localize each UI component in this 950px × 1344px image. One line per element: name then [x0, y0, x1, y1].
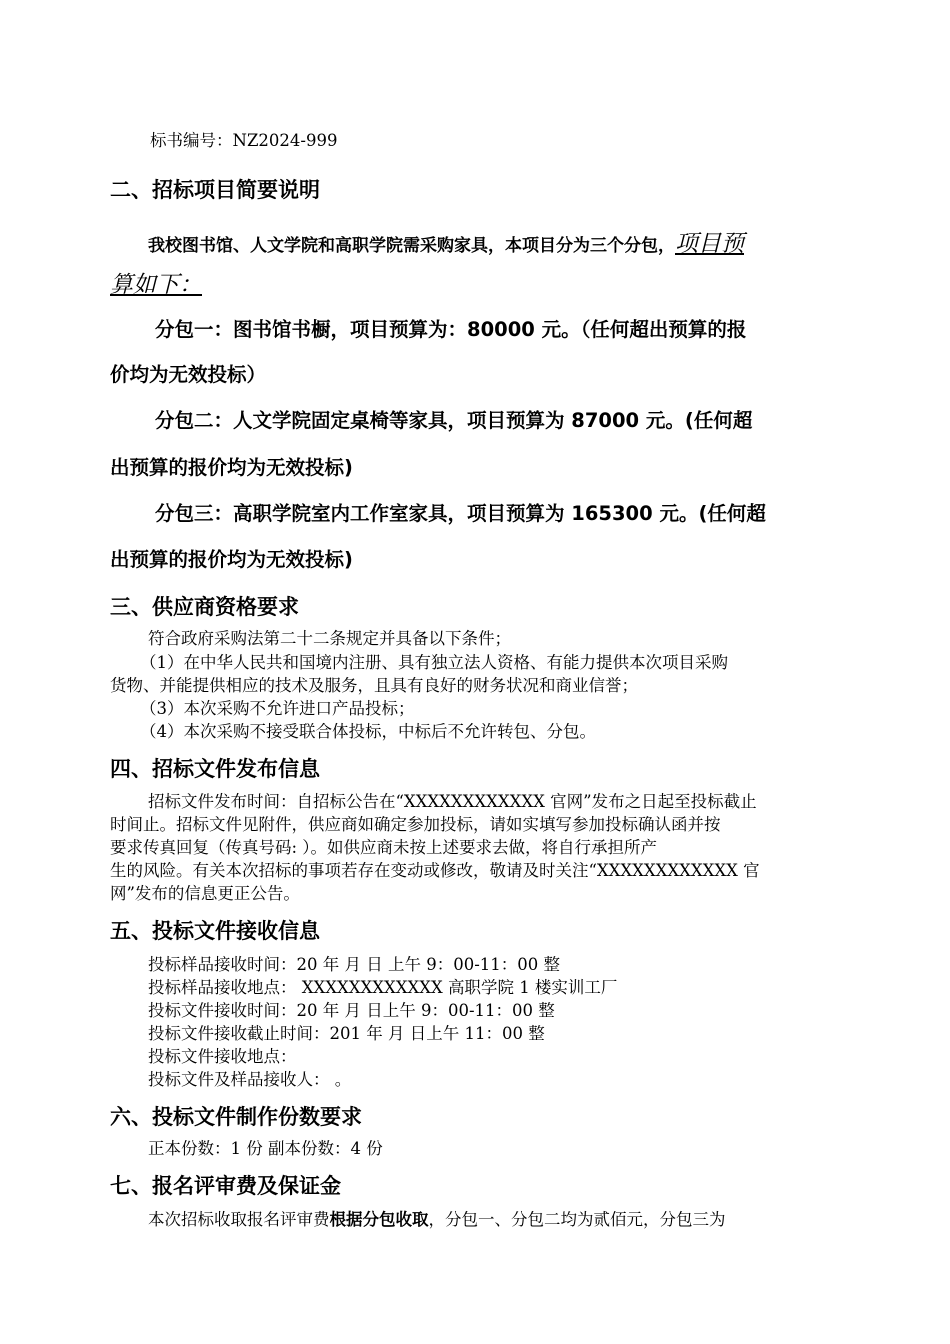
- package-2-line-1: 分包二：人文学院固定桌椅等家具，项目预算为 87000 元。(任何超: [155, 409, 753, 432]
- section-3-line-2: （1）在中华人民共和国境内注册、具有独立法人资格、有能力提供本次项目采购: [140, 653, 728, 672]
- fee-text-c: ，分包一、分包二均为贰佰元，分包三为: [428, 1210, 726, 1229]
- fee-text-bold: 根据分包收取: [329, 1210, 429, 1229]
- section-7-line-1: [148, 1209, 726, 1231]
- section-4-line-2: 时间止。招标文件见附件，供应商如确定参加投标，请如实填写参加投标确认函并按: [110, 815, 721, 834]
- fee-text-a: 本次招标收取报名评审费: [148, 1210, 330, 1229]
- section-4-line-1: 招标文件发布时间：自招标公告在“XXXXXXXXXXXX 官网”发布之日起至投标截止: [148, 792, 757, 811]
- section-2-intro: [148, 225, 744, 258]
- section-5-line-5: 投标文件接收地点：: [148, 1047, 297, 1066]
- section-5-line-1: 投标样品接收时间：20 年 月 日 上午 9：00-11：00 整: [148, 955, 561, 974]
- section-5-line-6: 投标文件及样品接收人： 。: [148, 1070, 352, 1089]
- section-2-heading: 二、招标项目简要说明: [110, 178, 320, 202]
- section-4-line-3: 要求传真回复（传真号码: ）。如供应商未按上述要求去做，将自行承担所产: [110, 838, 658, 857]
- package-1-line-1: 分包一：图书馆书橱，项目预算为：80000 元。（任何超出预算的报: [155, 318, 747, 341]
- package-2-line-2: 出预算的报价均为无效投标): [110, 456, 353, 479]
- section-3-line-3: 货物、并能提供相应的技术及服务，且具有良好的财务状况和商业信誉；: [110, 676, 638, 695]
- section-4-line-5: 网”发布的信息更正公告。: [110, 884, 300, 903]
- intro-emphasis-continued: 算如下：: [110, 272, 202, 298]
- section-4-heading: 四、招标文件发布信息: [110, 757, 320, 781]
- section-3-heading: 三、供应商资格要求: [110, 595, 299, 619]
- section-5-heading: 五、投标文件接收信息: [110, 919, 320, 943]
- package-3-line-2: 出预算的报价均为无效投标): [110, 548, 353, 571]
- section-6-line-1: 正本份数：1 份 副本份数：4 份: [148, 1139, 383, 1158]
- section-5-line-4: 投标文件接收截止时间：201 年 月 日上午 11：00 整: [148, 1024, 545, 1043]
- package-1-line-2: 价均为无效投标）: [110, 363, 267, 386]
- section-7-heading: 七、报名评审费及保证金: [110, 1174, 341, 1198]
- package-3-line-1: 分包三：高职学院室内工作室家具，项目预算为 165300 元。(任何超: [155, 502, 766, 525]
- section-5-line-2: 投标样品接收地点： XXXXXXXXXXXX 高职学院 1 楼实训工厂: [148, 978, 618, 997]
- tender-number: 标书编号：NZ2024-999: [150, 131, 338, 150]
- section-5-line-3: 投标文件接收时间：20 年 月 日上午 9：00-11：00 整: [148, 1001, 555, 1020]
- section-3-line-1: 符合政府采购法第二十二条规定并具备以下条件；: [148, 629, 511, 648]
- section-6-heading: 六、投标文件制作份数要求: [110, 1105, 362, 1129]
- section-3-line-4: （3）本次采购不允许进口产品投标；: [140, 699, 415, 718]
- section-4-line-4: 生的风险。有关本次招标的事项若存在变动或修改，敬请及时关注“XXXXXXXXXXXX 官: [110, 861, 760, 880]
- intro-text: 我校图书馆、人文学院和高职学院需采购家具，本项目分为三个分包，: [148, 236, 675, 256]
- intro-emphasis: 项目预: [675, 231, 744, 257]
- section-3-line-5: （4）本次采购不接受联合体投标，中标后不允许转包、分包。: [140, 722, 596, 741]
